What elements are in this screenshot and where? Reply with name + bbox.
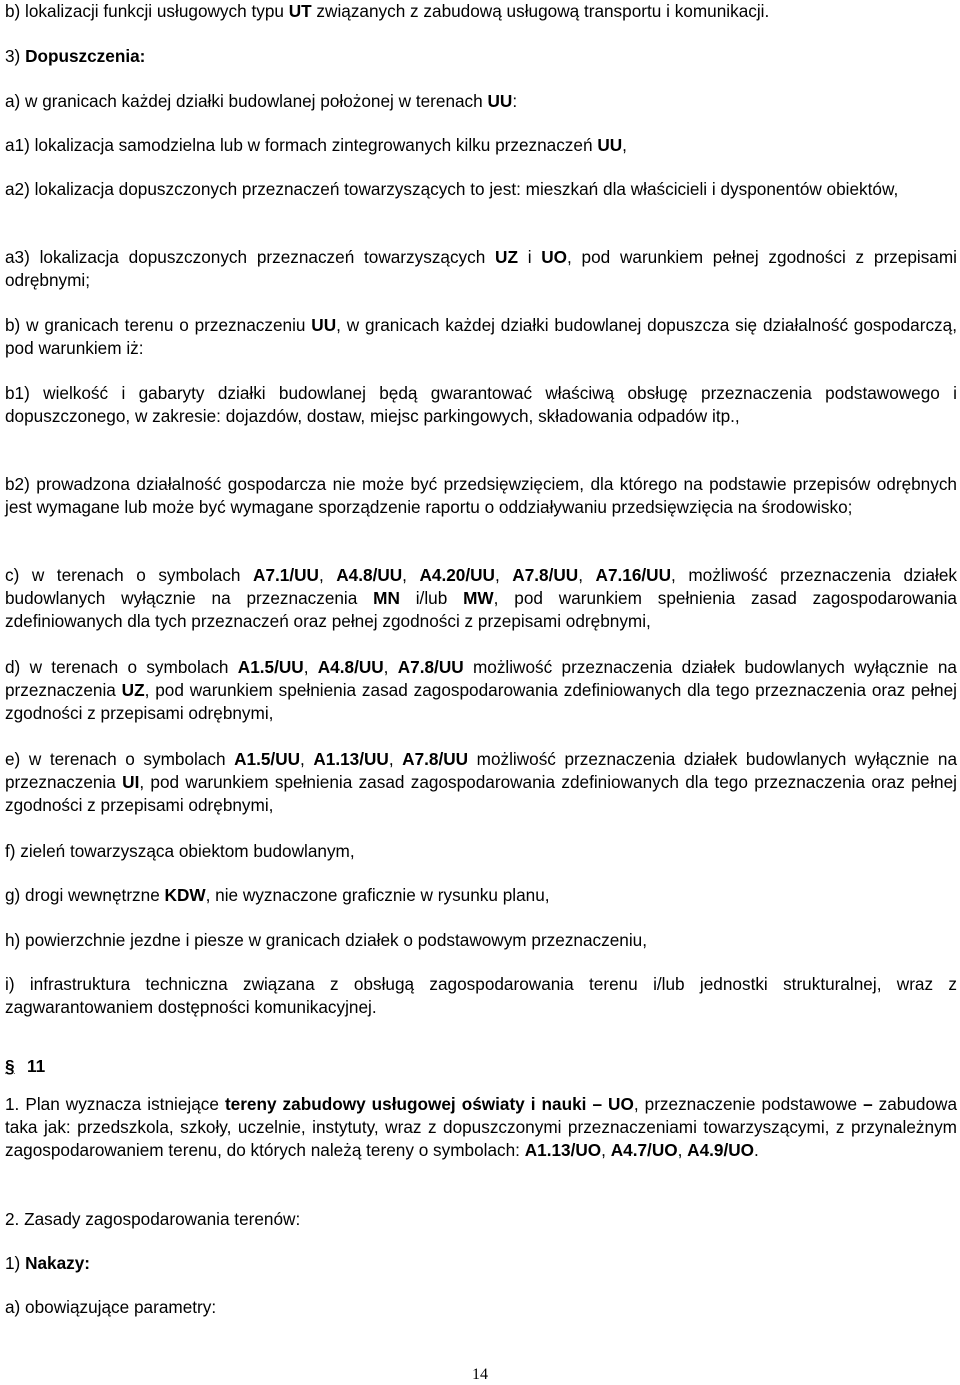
page-number: 14 xyxy=(472,1366,488,1383)
paragraph xyxy=(5,840,957,863)
paragraph xyxy=(5,1093,957,1162)
paragraph xyxy=(5,382,957,428)
text-run: b) lokalizacji funkcji usługowych typu xyxy=(5,1,289,21)
text-run: a) w granicach każdej działki budowlanej położonej w terenach xyxy=(5,91,488,111)
bold-text-run: UU xyxy=(311,315,337,335)
bold-text-run: A7.8/UU xyxy=(397,657,464,677)
paragraph xyxy=(5,90,957,113)
paragraph xyxy=(5,884,957,907)
paragraph xyxy=(5,564,957,633)
text-run: , xyxy=(383,657,398,677)
bold-text-run: UZ xyxy=(121,680,145,700)
paragraph xyxy=(5,246,957,292)
text-run: związanych z zabudową usługową transportu i komunikacji. xyxy=(311,1,770,21)
bold-text-run: UU xyxy=(597,135,623,155)
text-run: możliwość przeznaczenia działek budowlanych wyłącznie na przeznaczenia xyxy=(5,749,957,792)
text-run: . xyxy=(754,1140,759,1160)
paragraph xyxy=(5,178,957,201)
text-run: , pod warunkiem spełnienia zasad zagospodarowania zdefiniowanych dla tych przeznaczeń oraz pełnej zgodności z przepisami odrębnymi, xyxy=(5,588,957,631)
paragraph xyxy=(5,45,957,68)
text-run: możliwość przeznaczenia działek budowlanych wyłącznie na przeznaczenia xyxy=(5,657,957,700)
text-run: , xyxy=(318,565,337,585)
text-run: b1) wielkość i gabaryty działki budowlanej będą gwarantować właściwą obsługę przeznaczenia podstawowego i dopuszczonego, w zakresie: dojazdów, dostaw, miejsc parkingowych, składowania odpadów itp., xyxy=(5,383,957,426)
bold-text-run: MN xyxy=(373,588,400,608)
bold-text-run: Nakazy: xyxy=(25,1253,91,1273)
text-run: i/lub xyxy=(399,588,464,608)
text-run: b) w granicach terenu o przeznaczeniu xyxy=(5,315,312,335)
text-run: d) w terenach o symbolach xyxy=(5,657,238,677)
text-run: c) w terenach o symbolach xyxy=(5,565,254,585)
bold-text-run: A7.8/UU xyxy=(402,749,469,769)
text-run: a1) lokalizacja samodzielna lub w formach zintegrowanych kilku przeznaczeń xyxy=(5,135,598,155)
paragraph xyxy=(5,1208,957,1231)
bold-text-run: UU xyxy=(487,91,513,111)
section-heading xyxy=(5,1055,45,1078)
paragraph xyxy=(5,656,957,725)
bold-text-run: A4.8/UU xyxy=(317,657,384,677)
bold-text-run: UO xyxy=(541,247,568,267)
bold-text-run: A4.7/UO xyxy=(610,1140,678,1160)
text-run: , xyxy=(494,565,513,585)
bold-text-run: UI xyxy=(122,772,140,792)
bold-text-run: A7.16/UU xyxy=(595,565,671,585)
text-run: , xyxy=(300,749,314,769)
text-run: , xyxy=(578,565,596,585)
text-run: , xyxy=(388,749,403,769)
text-run: 1) xyxy=(5,1253,26,1273)
text-run: , nie wyznaczone graficznie w rysunku planu, xyxy=(205,885,550,905)
bold-text-run: MW xyxy=(463,588,494,608)
bold-text-run: A4.9/UO xyxy=(687,1140,755,1160)
paragraph xyxy=(5,929,957,952)
paragraph xyxy=(5,1252,957,1275)
text-run: e) w terenach o symbolach xyxy=(5,749,235,769)
text-run: , możliwość przeznaczenia działek budowlanych wyłącznie na przeznaczenia xyxy=(5,565,957,608)
text-run: : xyxy=(512,91,518,111)
text-run: zabudowa taka jak: przedszkola, szkoły, uczelnie, instytuty, wraz z dopuszczonymi przeznaczeniami towarzyszącymi, z przynależnym zagospodarowaniem terenu, do których należą tereny o symbolach: xyxy=(5,1094,958,1160)
bold-text-run: Dopuszczenia: xyxy=(25,46,146,66)
bold-text-run: A4.8/UU xyxy=(336,565,403,585)
paragraph xyxy=(5,134,957,157)
bold-text-run: UZ xyxy=(495,247,518,267)
text-run: , w granicach każdej działki budowlanej dopuszcza się działalność gospodarczą, pod warunkiem iż: xyxy=(5,315,957,358)
text-run: , pod warunkiem pełnej zgodności z przepisami odrębnymi; xyxy=(5,247,957,290)
text-run: 2. Zasady zagospodarowania terenów: xyxy=(5,1209,301,1229)
text-run: , xyxy=(677,1140,688,1160)
bold-text-run: – xyxy=(863,1094,873,1114)
bold-text-run: A7.1/UU xyxy=(253,565,319,585)
text-run: 1. Plan wyznacza istniejące xyxy=(5,1094,225,1114)
text-run: i xyxy=(517,247,542,267)
text-run: , przeznaczenie podstawowe xyxy=(633,1094,864,1114)
text-run: i) infrastruktura techniczna związana z obsługą zagospodarowania terenu i/lub jednostki strukturalnej, wraz z zagwarantowaniem dostępności komunikacyjnej. xyxy=(5,974,957,1017)
text-run: , xyxy=(601,1140,611,1160)
paragraph xyxy=(5,473,957,519)
text-run: a2) lokalizacja dopuszczonych przeznaczeń towarzyszących to jest: mieszkań dla właścicieli i dysponentów obiektów, xyxy=(5,179,899,199)
bold-text-run: A7.8/UU xyxy=(512,565,579,585)
text-run: , xyxy=(402,565,420,585)
text-run: , xyxy=(622,135,627,155)
bold-text-run: A4.20/UU xyxy=(419,565,495,585)
bold-text-run: UT xyxy=(288,1,312,21)
paragraph xyxy=(5,973,957,1019)
bold-text-run: A1.13/UU xyxy=(313,749,389,769)
paragraph xyxy=(5,748,957,817)
bold-text-run: A1.13/UO xyxy=(524,1140,602,1160)
text-run: g) drogi wewnętrzne xyxy=(5,885,165,905)
bold-text-run: A1.5/UU xyxy=(237,657,304,677)
text-run: a3) lokalizacja dopuszczonych przeznaczeń towarzyszących xyxy=(5,247,496,267)
text-run: , pod warunkiem spełnienia zasad zagospodarowania zdefiniowanych dla tego przeznaczenia oraz pełnej zgodności z przepisami odrębnymi, xyxy=(5,680,957,723)
paragraph xyxy=(5,0,957,23)
text-run: a) obowiązujące parametry: xyxy=(5,1297,217,1317)
text-run: , pod warunkiem spełnienia zasad zagospodarowania zdefiniowanych dla tego przeznaczenia oraz pełnej zgodności z przepisami odrębnymi, xyxy=(5,772,957,815)
text-run: b2) prowadzona działalność gospodarcza nie może być przedsięwzięciem, dla którego na podstawie przepisów odrębnych jest wymagane lub może być wymagane sporządzenie raportu o oddziaływaniu przedsięwzięcia na środowisko; xyxy=(5,474,957,517)
paragraph xyxy=(5,1296,957,1319)
text-run: , xyxy=(303,657,318,677)
text-run: h) powierzchnie jezdne i piesze w granicach działek o podstawowym przeznaczeniu, xyxy=(5,930,647,950)
bold-text-run: KDW xyxy=(164,885,206,905)
paragraph xyxy=(5,314,957,360)
section-sign: § xyxy=(5,1056,15,1076)
bold-text-run: tereny zabudowy usługowej oświaty i nauki – UO xyxy=(224,1094,634,1114)
text-run: f) zieleń towarzysząca obiektom budowlanym, xyxy=(5,841,355,861)
bold-text-run: A1.5/UU xyxy=(234,749,301,769)
section-number: 11 xyxy=(27,1056,46,1076)
text-run: 3) xyxy=(5,46,26,66)
